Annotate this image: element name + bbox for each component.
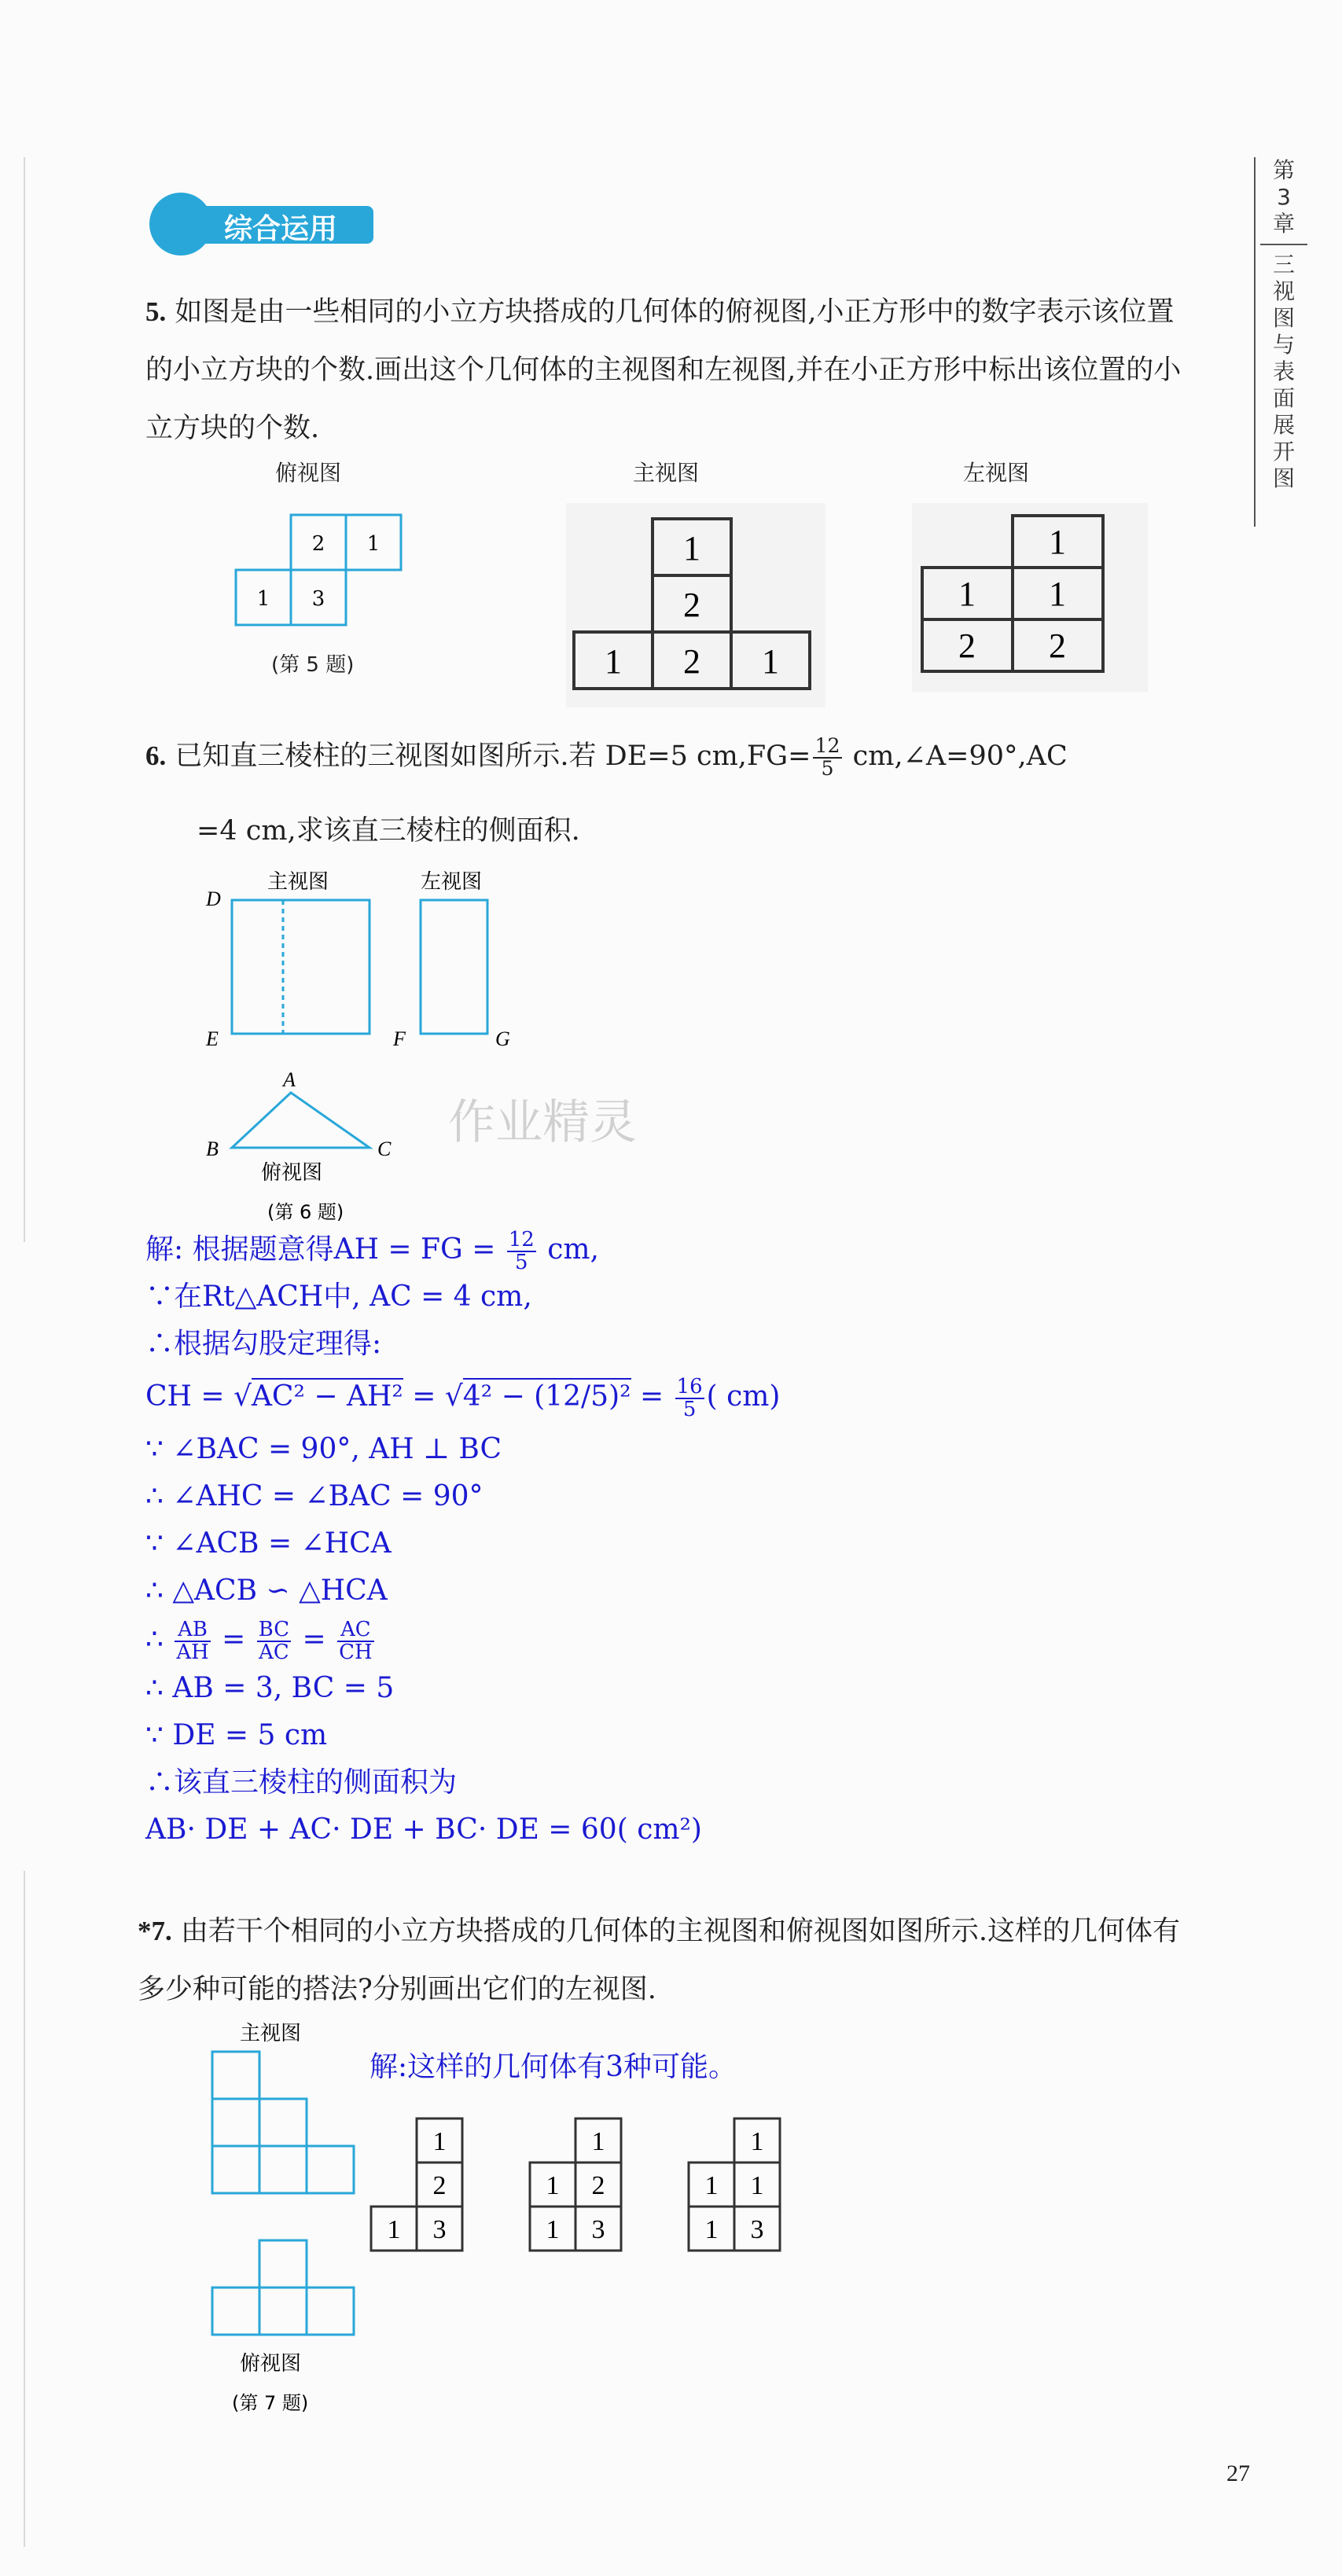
question-text: 由若干个相同的小立方块搭成的几何体的主视图和俯视图如图所示.这样的几何体有多少种可能的搭法?分别画出它们的左视图. xyxy=(138,1916,1181,2005)
front-cell: 1 xyxy=(605,642,622,681)
point-label: A xyxy=(283,1068,296,1091)
fraction-numerator: 12 xyxy=(814,734,840,758)
question-6 xyxy=(145,727,1199,785)
question-text: 已知直三棱柱的三视图如图所示.若 DE=5 cm,FG= xyxy=(175,740,811,772)
grid-cell: 3 xyxy=(591,2215,605,2244)
front-cell: 1 xyxy=(762,642,779,681)
grid-cell: 1 xyxy=(750,2127,764,2156)
q5-left-view-figure xyxy=(912,503,1148,692)
grid-cell: 3 xyxy=(750,2215,764,2244)
figure-caption: (第 6 题) xyxy=(267,1201,344,1223)
solution-6 xyxy=(145,1226,1089,1854)
page-margin-line xyxy=(24,1871,25,2547)
chapter-tab xyxy=(1260,157,1307,492)
point-label: D xyxy=(206,887,221,910)
grid-cell: 1 xyxy=(750,2171,764,2200)
left-cell: 1 xyxy=(1049,575,1066,613)
left-cell: 2 xyxy=(1049,627,1066,665)
solution-line: ∴ ∠AHC = ∠BAC = 90° xyxy=(145,1480,483,1513)
point-label: F xyxy=(393,1027,406,1050)
q5-front-view-figure xyxy=(566,503,825,707)
grid-cell: 1 xyxy=(591,2127,605,2156)
left-view-label: 左视图 xyxy=(963,460,1030,486)
point-label: C xyxy=(377,1137,392,1160)
q6-three-view-figure xyxy=(197,857,550,1226)
point-label: B xyxy=(206,1137,219,1160)
question-number: 6. xyxy=(145,740,167,771)
fraction-denominator: 5 xyxy=(821,756,834,780)
top-cell: 1 xyxy=(256,587,270,611)
left-cell: 1 xyxy=(958,575,976,613)
left-view-label: 左视图 xyxy=(421,870,483,894)
front-cell: 2 xyxy=(683,586,700,624)
top-view-label: 俯视图 xyxy=(275,460,342,486)
figure-caption: (第 5 题) xyxy=(271,653,355,677)
watermark: 作业精灵 xyxy=(448,1095,637,1150)
grid-cell: 1 xyxy=(546,2215,560,2244)
grid-cell: 1 xyxy=(546,2171,560,2200)
question-number: 5. xyxy=(145,296,167,327)
solution-7: 解:这样的几何体有3种可能。 xyxy=(370,2051,737,2083)
grid-cell: 2 xyxy=(591,2171,605,2200)
section-title: 综合运用 xyxy=(224,213,338,245)
solution-line: ∵ DE = 5 cm xyxy=(145,1719,328,1752)
page-number: 27 xyxy=(1226,2460,1250,2486)
solution-line: ∴该直三棱柱的侧面积为 xyxy=(145,1766,458,1799)
question-text: cm,∠A=90°,AC xyxy=(844,740,1068,772)
front-view-label: 主视图 xyxy=(267,870,329,894)
solution-line: ∴ $\frac{AB}{AH}$ = $\frac{BC}{AC}$ = $\frac{AC}{CH}$ xyxy=(145,1618,373,1665)
front-cell: 1 xyxy=(683,529,700,568)
solution-line: CH = √AC² − AH² = √4² − (12/5)² = $\frac{16}{5}$ ( cm) xyxy=(145,1375,781,1422)
question-text: 如图是由一些相同的小立方块搭成的几何体的俯视图,小正方形中的数字表示该位置的小立方块的个数.画出这个几何体的主视图和左视图,并在小正方形中标出该位置的小立方块的个数. xyxy=(145,296,1182,444)
left-cell: 2 xyxy=(958,627,976,665)
q5-top-view-figure xyxy=(228,507,409,633)
grid-cell: 1 xyxy=(704,2215,719,2244)
q7-left-views xyxy=(362,2111,802,2268)
front-view-label: 主视图 xyxy=(633,460,700,486)
solution-line: AB· DE + AC· DE + BC· DE = 60( cm²) xyxy=(145,1813,702,1847)
figure-caption: (第 7 题) xyxy=(232,2392,309,2414)
grid-cell: 2 xyxy=(432,2171,447,2200)
top-cell: 2 xyxy=(311,532,325,556)
solution-line: ∵ ∠BAC = 90°, AH ⊥ BC xyxy=(145,1433,502,1466)
chapter-number: 第 3 章 xyxy=(1272,157,1295,237)
solution-line: ∵ ∠ACB = ∠HCA xyxy=(145,1527,392,1560)
top-cell: 1 xyxy=(366,532,381,556)
point-label: E xyxy=(206,1027,219,1050)
grid-cell: 1 xyxy=(704,2171,719,2200)
solution-line: ∵在Rt△ACH中, AC = 4 cm, xyxy=(145,1281,532,1314)
question-text: =4 cm,求该直三棱柱的侧面积. xyxy=(197,815,580,847)
grid-cell: 1 xyxy=(432,2127,447,2156)
left-cell: 1 xyxy=(1049,523,1066,561)
page-margin-line xyxy=(24,157,25,1242)
section-badge xyxy=(149,193,373,255)
grid-cell: 1 xyxy=(387,2215,401,2244)
q7-views-figure xyxy=(208,2020,373,2437)
question-number: *7. xyxy=(138,1916,172,1946)
question-7 xyxy=(138,1902,1199,2019)
front-cell: 2 xyxy=(683,642,700,681)
question-5 xyxy=(145,283,1199,458)
top-view-label: 俯视图 xyxy=(261,1161,323,1185)
solution-line: ∴ AB = 3, BC = 5 xyxy=(145,1672,395,1705)
front-view-label: 主视图 xyxy=(240,2022,302,2045)
solution-line: ∴根据勾股定理得: xyxy=(145,1328,382,1361)
chapter-title: 三 视 图 与 表 面 展 开 图 xyxy=(1272,252,1295,491)
grid-cell: 3 xyxy=(432,2215,447,2244)
point-label: G xyxy=(495,1027,510,1050)
solution-line: ∴ △ACB ∽ △HCA xyxy=(145,1575,388,1608)
top-cell: 3 xyxy=(311,587,325,611)
top-view-label: 俯视图 xyxy=(240,2352,302,2376)
solution-line: 解: 根据题意得AH = FG = $\frac{12}{5}$ cm, xyxy=(145,1227,599,1274)
